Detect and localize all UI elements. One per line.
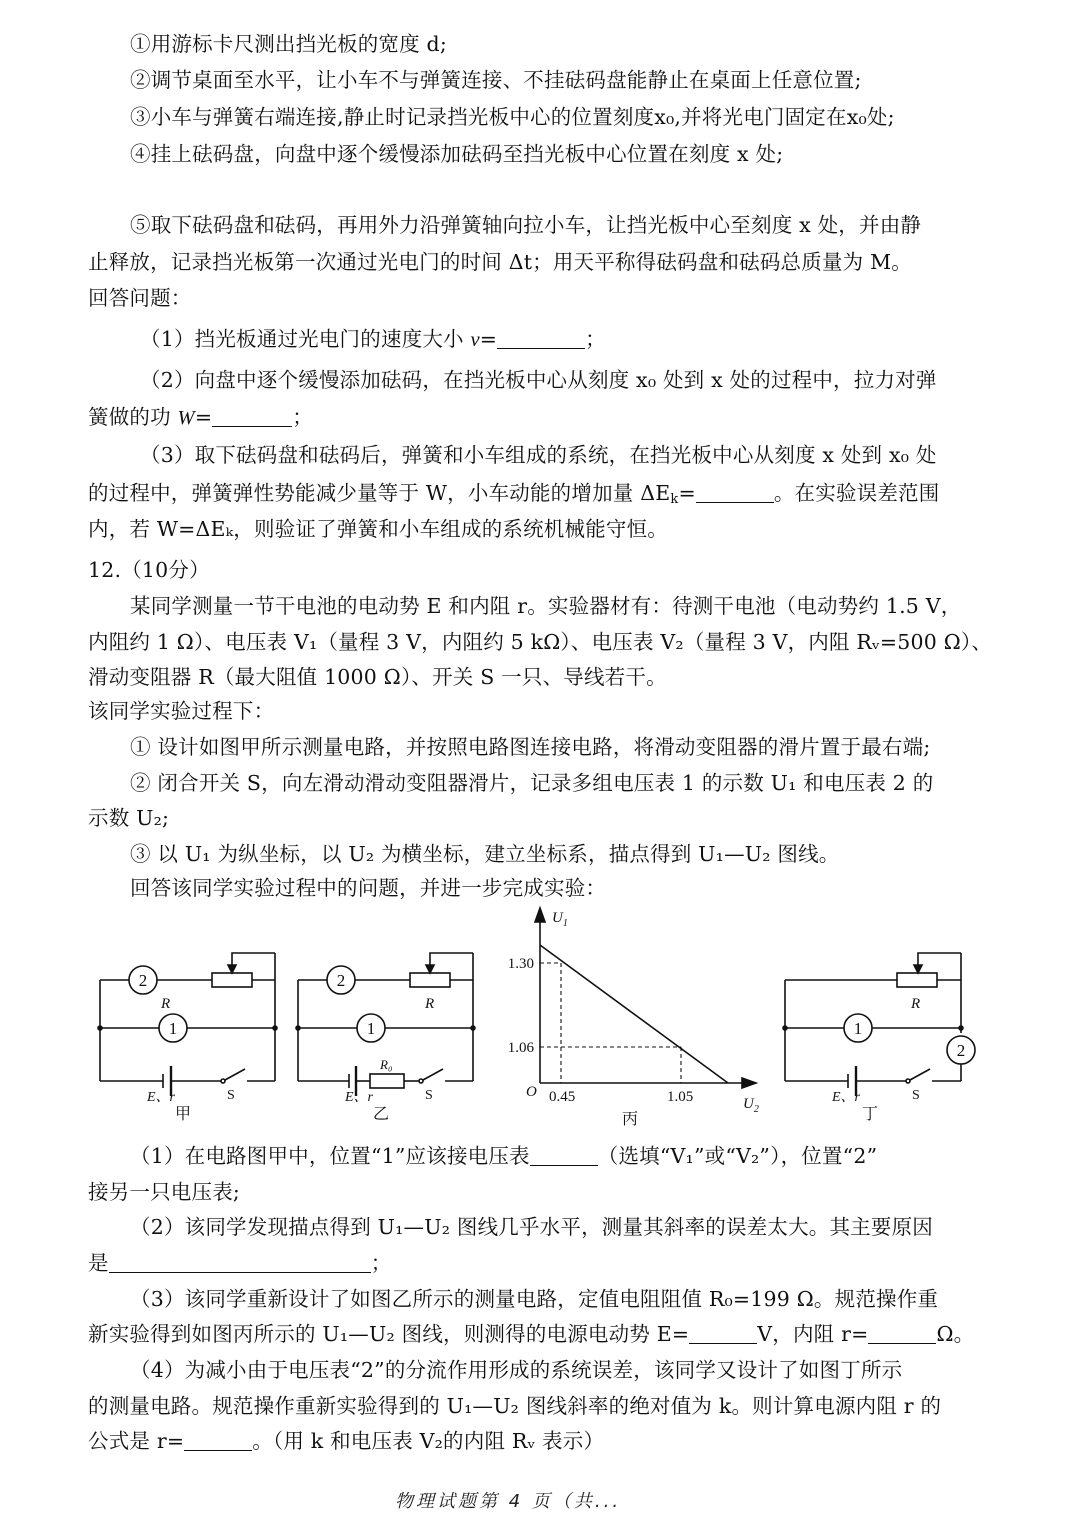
x-axis-label: $U_2$ (743, 1096, 759, 1115)
label-source: E、r (832, 1090, 860, 1105)
q12-q3-end: Ω。 (936, 1322, 975, 1346)
q2-text: 簧做的功 (88, 405, 178, 429)
label-r: R (425, 996, 435, 1012)
answer-blank-meter[interactable] (530, 1145, 598, 1166)
x-axis-arrow (742, 1078, 756, 1088)
q12-question-3-cont (88, 1320, 993, 1348)
q12-question-1-cont: 接另一只电压表; (88, 1180, 241, 1204)
q11-step-2: ②调节桌面至水平，让小车不与弹簧连接、不挂砝码盘能静止在桌面上任意位置; (130, 68, 862, 92)
q12-q3-mid: V，内阻 r= (757, 1322, 869, 1346)
caption-jia: 甲 (175, 1106, 192, 1123)
q12-header: 12.（10分） (88, 558, 210, 582)
q11-question-3-cont: 的过程中，弹簧弹性势能减少量等于 W，小车动能的增加量 $\Delta E_k=$ 。在实验误差范围 (88, 481, 940, 507)
equals: = (479, 327, 498, 351)
q12-process-2-cont: 示数 U₂; (88, 806, 170, 830)
q12-intro-2: 内阻约 1 Ω）、电压表 V₁（量程 3 V，内阻约 5 kΩ）、电压表 V₂（量程 3 V，内阻 Rᵥ=500 Ω）、 (88, 630, 993, 654)
answer-blank-v[interactable] (497, 328, 585, 349)
var-v: v (470, 329, 480, 351)
label-switch: S (425, 1088, 433, 1103)
fixed-resistor-r0 (370, 1074, 404, 1088)
origin-label: O (526, 1084, 537, 1100)
q12-q4-end: 。（用 k 和电压表 V₂的内阻 Rᵥ 表示） (252, 1429, 605, 1453)
label-meter-1: 1 (366, 1019, 376, 1038)
q12-process-2: ② 闭合开关 S，向左滑动滑动变阻器滑片，记录多组电压表 1 的示数 U₁ 和电压表 2 的 (130, 771, 934, 795)
y-tick-label: 1.06 (507, 1040, 534, 1056)
q11-step-4: ④挂上砝码盘，向盘中逐个缓慢添加砝码至挡光板中心位置在刻度 x 处; (130, 142, 784, 166)
caption-yi: 乙 (373, 1106, 390, 1123)
q11-question-2-cont: 簧做的功 W= ； (88, 405, 313, 429)
caption-ding: 丁 (862, 1106, 879, 1123)
circuit-ding (780, 935, 980, 1125)
q2-end: ； (292, 405, 313, 429)
q12-question-2-cont (88, 1249, 993, 1277)
x-tick-label: 0.45 (549, 1089, 576, 1105)
q12-intro-3: 滑动变阻器 R（最大阻值 1000 Ω）、开关 S 一只、导线若干。 (88, 665, 667, 689)
label-r: R (161, 996, 171, 1012)
circuit-yi (293, 935, 483, 1125)
q1-text: （1）挡光板通过光电门的速度大小 (140, 327, 471, 351)
y-tick-label: 1.30 (507, 956, 534, 972)
label-meter-2: 2 (956, 1041, 966, 1060)
page-footer: 物理试题第 4 页（共... (395, 1491, 622, 1512)
rheostat-r (212, 973, 252, 987)
q11-question-1 (140, 325, 995, 354)
label-switch: S (912, 1088, 920, 1103)
y-axis-label: $U_1$ (552, 910, 568, 929)
q12-process-1: ① 设计如图甲所示测量电路，并按照电路图连接电路，将滑动变阻器的滑片置于最右端; (130, 735, 931, 759)
label-source: E、r (147, 1090, 175, 1105)
q12-question-2: （2）该同学发现描点得到 U₁—U₂ 图线几乎水平，测量其斜率的误差太大。其主要原因 (130, 1215, 933, 1239)
y-axis-arrow (535, 908, 545, 922)
q11-step-1: ①用游标卡尺测出挡光板的宽度 d; (130, 32, 447, 56)
q12-q1-text: （1）在电路图甲中，位置“1”应该接电压表 (130, 1144, 530, 1168)
q12-question-4: （4）为减小由于电压表“2”的分流作用形成的系统误差，该同学又设计了如图丁所示 (130, 1358, 903, 1382)
q12-q1-options: （选填“V₁”或“V₂”），位置“2” (597, 1144, 878, 1168)
q12-question-1 (130, 1142, 995, 1170)
q12-q2-prefix: 是 (88, 1251, 109, 1275)
q12-intro-1: 某同学测量一节干电池的电动势 E 和内阻 r。实验器材有：待测干电池（电动势约 1.5 V， (130, 594, 962, 618)
q11-step-5: ⑤取下砝码盘和砝码，再用外力沿弹簧轴向拉小车，让挡光板中心至刻度 x 处，并由静 (130, 213, 922, 237)
q11-question-3: （3）取下砝码盘和砝码后，弹簧和小车组成的系统，在挡光板中心从刻度 x 处到 x₀ 处 (140, 443, 937, 467)
graph-bing (490, 900, 780, 1130)
fit-line (540, 945, 728, 1083)
answer-blank-formula[interactable] (184, 1430, 252, 1451)
label-meter-1: 1 (168, 1019, 178, 1038)
q11-question-3-cont2: 内，若 W=ΔEₖ，则验证了弹簧和小车组成的系统机械能守恒。 (88, 517, 669, 541)
q1-end: ； (585, 327, 606, 351)
q12-answer-intro: 回答该同学实验过程中的问题，并进一步完成实验： (130, 876, 607, 900)
answer-blank-r[interactable] (868, 1323, 936, 1344)
answer-blank-w[interactable] (212, 406, 292, 427)
q3-suffix: 。在实验误差范围 (773, 481, 940, 505)
label-meter-1: 1 (853, 1019, 863, 1038)
answer-blank-emf[interactable] (689, 1323, 757, 1344)
rheostat-r (897, 973, 937, 987)
q12-question-4-cont2 (88, 1427, 993, 1455)
var-w: W (177, 407, 195, 429)
label-r0: R₀ (380, 1057, 393, 1072)
q12-q2-end: ； (370, 1251, 392, 1275)
label-meter-2: 2 (336, 971, 346, 990)
caption-bing: 丙 (622, 1111, 639, 1128)
q12-question-3: （3）该同学重新设计了如图乙所示的测量电路，定值电阻阻值 R₀=199 Ω。规范操作重 (130, 1287, 939, 1311)
q12-q4-text: 公式是 r= (88, 1429, 185, 1453)
q11-question-2: （2）向盘中逐个缓慢添加砝码，在挡光板中心从刻度 x₀ 处到 x 处的过程中，拉力对弹 (140, 368, 937, 392)
q3-text: 的过程中，弹簧弹性势能减少量等于 W，小车动能的增加量 ΔE (88, 481, 671, 505)
answer-prompt: 回答问题： (88, 286, 192, 310)
q12-q3-text: 新实验得到如图丙所示的 U₁—U₂ 图线，则测得的电源电动势 E= (88, 1322, 690, 1346)
q11-step-3: ③小车与弹簧右端连接,静止时记录挡光板中心的位置刻度x₀,并将光电门固定在x₀处; (130, 105, 895, 129)
rheostat-r (410, 973, 450, 987)
label-switch: S (227, 1088, 235, 1103)
answer-blank-ek[interactable] (696, 482, 774, 503)
q12-question-4-cont: 的测量电路。规范操作重新实验得到的 U₁—U₂ 图线斜率的绝对值为 k。则计算电源内阻 r 的 (88, 1394, 942, 1418)
q12-process-3: ③ 以 U₁ 为纵坐标，以 U₂ 为横坐标，建立坐标系，描点得到 U₁—U₂ 图线。 (130, 842, 840, 866)
answer-blank-reason[interactable] (109, 1252, 371, 1273)
label-meter-2: 2 (138, 971, 148, 990)
x-tick-label: 1.05 (667, 1089, 694, 1105)
label-source: E、r (345, 1090, 373, 1105)
circuit-jia (95, 935, 285, 1125)
label-r: R (911, 996, 921, 1012)
q11-step-5-cont: 止释放，记录挡光板第一次通过光电门的时间 Δt；用天平称得砝码盘和砝码总质量为 M。 (88, 250, 912, 274)
q12-process-title: 该同学实验过程下： (88, 699, 275, 723)
